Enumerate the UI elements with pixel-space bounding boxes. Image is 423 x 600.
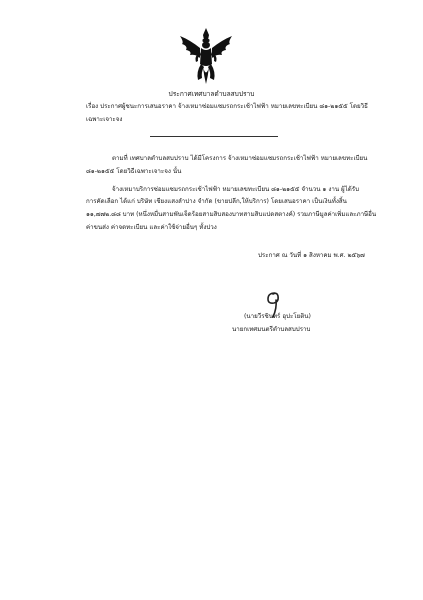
paragraph-1-line-1: ตามที่ เทศบาลตำบลสบปราบ ได้มีโครงการ จ้างเหมาซ่อมแซมรถกระเช้าไฟฟ้า หมายเลขทะเบียน (112, 155, 368, 162)
announcement-date: ประกาศ ณ วันที่ ๑ สิงหาคม พ.ศ. ๒๕๖๗ (258, 252, 365, 259)
paragraph-2-line-1: จ้างเหมาบริการซ่อมแซมรถกระเช้าไฟฟ้า หมายเลขทะเบียน ๘๑-๒๑๕๕ จำนวน ๑ งาน ผู้ได้รับ (112, 186, 360, 193)
divider (150, 136, 278, 137)
paragraph-2-line-2: การคัดเลือก ได้แก่ บริษัท เชียงแสงลำปาง จำกัด (ขายปลีก,ให้บริการ) โดยเสนอราคา เป็นเงินทั้งสิ้น (86, 198, 347, 205)
paragraph-1-line-2: ๘๑-๒๑๕๕ โดยวิธีเฉพาะเจาะจง นั้น (86, 168, 182, 175)
paragraph-2-line-4: ค่าขนส่ง ค่าจดทะเบียน และค่าใช้จ่ายอื่นๆ ทั้งปวง (86, 224, 217, 231)
subject-line-1: เรื่อง ประกาศผู้ชนะการเสนอราคา จ้างเหมาซ่อมแซมรถกระเช้าไฟฟ้า หมายเลขทะเบียน ๘๑-๒๑๕๕ โดยวิธี (86, 103, 368, 110)
subject-line-2: เฉพาะเจาะจง (86, 116, 123, 123)
garuda-emblem-icon (176, 26, 236, 86)
signer-position: นายกเทศมนตรีตำบลสบปราบ (232, 326, 311, 333)
document-title: ประกาศเทศบาลตำบลสบปราบ (168, 90, 255, 98)
paragraph-2-line-3: ๑๑,๗๗๒.๘๘ บาท (หนึ่งหมื่นสามพันเจ็ดร้อยสามสิบสองบาทสามสิบแปดสตางค์) รวมภาษีมูลค่าเพิ่มและภาษีอื่น (86, 211, 377, 218)
signer-name: (นายวีรชินทร์ อุปะโยติน) (244, 313, 311, 320)
